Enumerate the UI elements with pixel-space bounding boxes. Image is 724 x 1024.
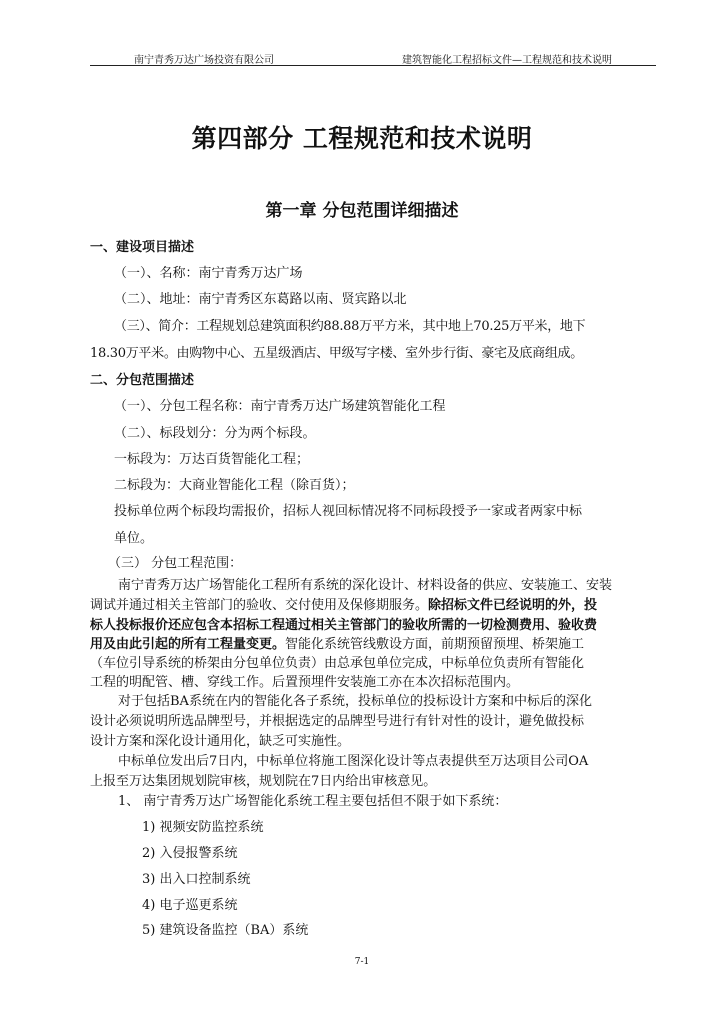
paragraph-line: 工程的明配管、槽、穿线工作。后置预埋件安装施工亦在本次招标范围内。 <box>90 675 520 690</box>
paragraph-line: （一）、分包工程名称：南宁青秀万达广场建筑智能化工程 <box>114 399 446 414</box>
paragraph-line: （一）、名称：南宁青秀万达广场 <box>114 266 303 281</box>
page-header <box>90 49 656 66</box>
paragraph-line: （二）、标段划分：分为两个标段。 <box>114 426 316 441</box>
paragraph-line: 18.30万平米。由购物中心、五星级酒店、甲级写字楼、室外步行街、豪宅及底商组成。 <box>90 346 583 361</box>
paragraph-line: 标人投标报价还应包含本招标工程通过相关主管部门的验收所需的一切检测费用、验收费 <box>90 618 598 633</box>
paragraph-line: （车位引导系统的桥架由分包单位负责）由总承包单位完成，中标单位负责所有智能化 <box>90 656 585 671</box>
paragraph-line: 中标单位发出后7日内，中标单位将施工图深化设计等点表提供至万达项目公司OA <box>118 754 589 769</box>
header-doc-title: 建筑智能化工程招标文件—工程规范和技术说明 <box>402 55 612 66</box>
paragraph-line: （三）、简介：工程规划总建筑面积约88.88万平方米，其中地上70.25万平米，地下 <box>114 319 586 334</box>
list-item: 5) 建筑设备监控（BA）系统 <box>142 923 309 938</box>
paragraph-line: 上报至万达集团规划院审核，规划院在7日内给出审核意见。 <box>90 774 437 789</box>
list-item: 2) 入侵报警系统 <box>142 846 238 861</box>
header-company: 南宁青秀万达广场投资有限公司 <box>134 55 274 66</box>
list-item: 3) 出入口控制系统 <box>142 872 251 887</box>
paragraph-line: 设计必须说明所选品牌型号，并根据选定的品牌型号进行有针对性的设计，避免做投标 <box>90 714 585 729</box>
paragraph-line: （二）、地址：南宁青秀区东葛路以南、贤宾路以北 <box>114 292 407 307</box>
list-item: 4) 电子巡更系统 <box>142 898 238 913</box>
paragraph-line: 对于包括BA系统在内的智能化各子系统，投标单位的投标设计方案和中标后的深化 <box>118 694 592 709</box>
subsection-heading: （三） 分包工程范围： <box>108 556 243 571</box>
paragraph-line: 投标单位两个标段均需报价，招标人视回标情况将不同标段授予一家或者两家中标 <box>114 504 583 519</box>
paragraph-line: 设计方案和深化设计通用化，缺乏可实施性。 <box>90 734 351 749</box>
section-heading: 二、分包范围描述 <box>90 373 195 388</box>
section-heading: 一、建设项目描述 <box>90 240 195 255</box>
paragraph-line: 用及由此引起的所有工程量变更。智能化系统管线敷设方面，前期预留预埋、桥架施工 <box>90 637 585 652</box>
chapter-title: 第一章 分包范围详细描述 <box>265 201 459 221</box>
paragraph-line: 南宁青秀万达广场智能化工程所有系统的深化设计、材料设备的供应、安装施工、安装 <box>118 578 613 593</box>
page-number: 7-1 <box>354 957 370 967</box>
paragraph-line: 二标段为：大商业智能化工程（除百货）； <box>114 478 355 493</box>
paragraph-line: 调试并通过相关主管部门的验收、交付使用及保修期服务。除招标文件已经说明的外，投 <box>90 598 598 613</box>
list-item: 1) 视频安防监控系统 <box>142 820 264 835</box>
page-title: 第四部分 工程规范和技术说明 <box>191 124 533 153</box>
paragraph-line: 单位。 <box>114 531 154 546</box>
paragraph-line: 一标段为：万达百货智能化工程； <box>114 452 310 467</box>
list-intro: 1、 南宁青秀万达广场智能化系统工程主要包括但不限于如下系统： <box>118 794 508 809</box>
